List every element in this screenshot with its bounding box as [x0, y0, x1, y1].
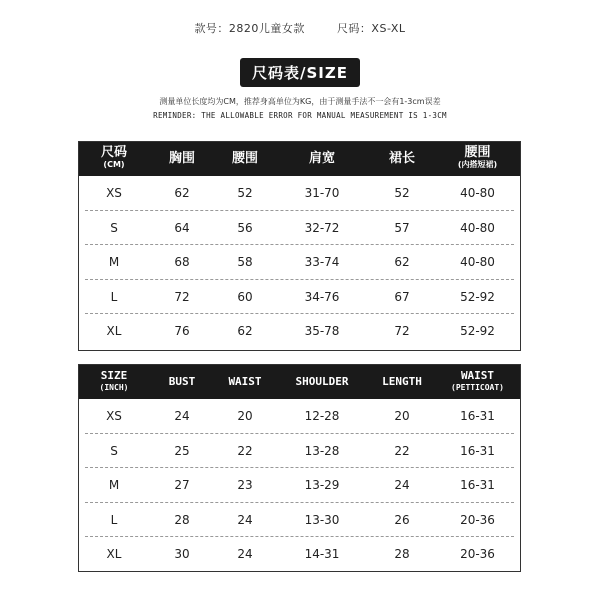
- table-row: [79, 211, 520, 246]
- cell-length: 62: [394, 255, 410, 270]
- size-table-inch: [78, 364, 521, 572]
- header-waist: 腰围: [231, 151, 258, 166]
- cell-waist: 22: [237, 443, 253, 458]
- cell-length: 24: [394, 478, 410, 493]
- cell-shoulder: 34-76: [304, 289, 340, 304]
- cell-waist: 24: [237, 512, 253, 527]
- table-row: [79, 280, 520, 315]
- cell-waist-petticoat: 52-92: [460, 289, 495, 304]
- cell-size: L: [110, 512, 118, 527]
- header-size: 尺码 (CM): [100, 145, 127, 169]
- cell-bust: 72: [174, 289, 190, 304]
- page-title: 尺码表/SIZE: [240, 58, 360, 87]
- cell-length: 52: [394, 186, 410, 201]
- cell-waist: 56: [237, 220, 253, 235]
- size-table-cm: [78, 141, 521, 351]
- table-header: [79, 142, 520, 176]
- cell-size: M: [108, 478, 120, 493]
- cell-waist: 62: [237, 324, 253, 339]
- cell-shoulder: 13-28: [304, 443, 340, 458]
- size-range: 尺码：XS-XL: [336, 22, 406, 35]
- cell-size: L: [110, 289, 118, 304]
- cell-bust: 68: [174, 255, 190, 270]
- cell-size: XS: [106, 409, 122, 424]
- cell-length: 72: [394, 324, 410, 339]
- table-row: [79, 314, 520, 349]
- cell-length: 20: [394, 409, 410, 424]
- cell-waist-petticoat: 20-36: [460, 512, 495, 527]
- cell-bust: 28: [174, 512, 190, 527]
- header-length: 裙长: [388, 151, 415, 166]
- cell-shoulder: 12-28: [304, 409, 340, 424]
- cell-bust: 30: [174, 547, 190, 562]
- cell-waist-petticoat: 16-31: [460, 409, 495, 424]
- cell-waist-petticoat: 40-80: [460, 255, 495, 270]
- table-row: [79, 245, 520, 280]
- cell-shoulder: 35-78: [304, 324, 340, 339]
- cell-length: 26: [394, 512, 410, 527]
- cell-size: XL: [106, 324, 122, 339]
- cell-waist: 60: [237, 289, 253, 304]
- cell-waist-petticoat: 16-31: [460, 478, 495, 493]
- header-size: SIZE (INCH): [99, 369, 129, 392]
- header-shoulder: SHOULDER: [295, 375, 349, 388]
- cell-length: 22: [394, 443, 410, 458]
- cell-shoulder: 33-74: [304, 255, 340, 270]
- cell-size: XS: [106, 186, 122, 201]
- cell-waist-petticoat: 20-36: [460, 547, 495, 562]
- cell-length: 28: [394, 547, 410, 562]
- cell-size: S: [110, 220, 118, 235]
- cell-waist: 24: [237, 547, 253, 562]
- table-row: [79, 468, 520, 503]
- measurement-note-cn: 测量单位长度均为CM，推荐身高单位为KG，由于测量手法不一会有1-3cm误差: [159, 97, 441, 106]
- cell-size: M: [108, 255, 120, 270]
- cell-waist-petticoat: 16-31: [460, 443, 495, 458]
- cell-shoulder: 13-29: [304, 478, 340, 493]
- cell-waist: 58: [237, 255, 253, 270]
- product-info: [0, 20, 600, 36]
- cell-size: XL: [106, 547, 122, 562]
- cell-waist: 23: [237, 478, 253, 493]
- cell-waist-petticoat: 52-92: [460, 324, 495, 339]
- cell-bust: 25: [174, 443, 190, 458]
- cell-waist: 52: [237, 186, 253, 201]
- cell-waist-petticoat: 40-80: [460, 220, 495, 235]
- cell-length: 67: [394, 289, 410, 304]
- cell-bust: 62: [174, 186, 190, 201]
- cell-bust: 27: [174, 478, 190, 493]
- cell-length: 57: [394, 220, 410, 235]
- header-bust: 胸围: [168, 151, 195, 166]
- header-shoulder: 肩宽: [308, 151, 335, 166]
- cell-shoulder: 32-72: [304, 220, 340, 235]
- header-waist-petticoat: 腰围 (内搭短裙): [457, 145, 498, 169]
- cell-shoulder: 31-70: [304, 186, 340, 201]
- header-waist-petticoat: WAIST (PETTICOAT): [451, 369, 504, 392]
- header-waist: WAIST: [228, 375, 262, 388]
- cell-bust: 76: [174, 324, 190, 339]
- cell-bust: 24: [174, 409, 190, 424]
- cell-waist-petticoat: 40-80: [460, 186, 495, 201]
- table-header: [79, 365, 520, 399]
- cell-bust: 64: [174, 220, 190, 235]
- model-number: 款号：2820儿童女款: [194, 22, 305, 35]
- table-row: [79, 503, 520, 538]
- table-row: [79, 176, 520, 211]
- table-row: [79, 434, 520, 469]
- cell-shoulder: 13-30: [304, 512, 340, 527]
- measurement-note-en: REMINDER: THE ALLOWABLE ERROR FOR MANUAL MEASUREMENT IS 1-3CM: [153, 111, 447, 120]
- table-row: [79, 399, 520, 434]
- cell-shoulder: 14-31: [304, 547, 340, 562]
- cell-size: S: [110, 443, 118, 458]
- header-bust: BUST: [168, 375, 196, 388]
- header-length: LENGTH: [382, 375, 422, 388]
- table-row: [79, 537, 520, 572]
- cell-waist: 20: [237, 409, 253, 424]
